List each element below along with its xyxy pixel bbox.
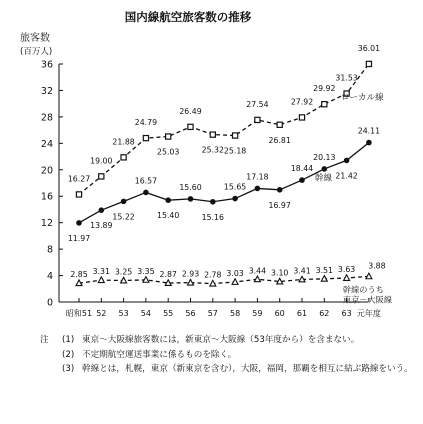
series-3 <box>70 261 385 286</box>
data-point <box>188 124 193 129</box>
y-tick-label: 28 <box>40 112 53 124</box>
data-label: 31.53 <box>335 73 358 83</box>
data-point <box>143 190 149 196</box>
x-tick-label: 60 <box>274 309 285 318</box>
data-label: 18.44 <box>290 164 314 174</box>
x-tick-label: 52 <box>96 309 107 318</box>
data-point <box>188 196 194 202</box>
y-axis-label: 旅客数 <box>20 33 50 44</box>
data-point <box>299 115 304 120</box>
x-tick-label: 昭和51 <box>65 309 93 318</box>
data-point <box>99 207 105 213</box>
data-point <box>143 277 149 283</box>
data-point <box>277 278 283 284</box>
x-tick-label: 56 <box>185 309 196 318</box>
series-name-label: 幹線 <box>314 173 333 184</box>
data-point <box>121 277 127 283</box>
data-point <box>210 199 216 205</box>
data-label: 3.63 <box>337 265 356 275</box>
data-label: 16.27 <box>67 174 91 184</box>
data-point <box>299 177 305 183</box>
data-label: 3.25 <box>114 267 133 277</box>
x-tick-label: 53 <box>118 309 129 318</box>
data-label: 3.10 <box>271 268 289 278</box>
y-tick-label: 0 <box>46 297 53 309</box>
data-point <box>121 199 127 205</box>
data-label: 2.78 <box>204 270 222 280</box>
x-tick-label: 54 <box>140 309 151 318</box>
data-label: 25.03 <box>157 147 180 157</box>
y-tick-label: 8 <box>46 244 53 256</box>
data-label: 17.18 <box>246 172 269 182</box>
data-label: 15.60 <box>179 182 202 192</box>
data-label: 21.42 <box>335 171 358 181</box>
data-point <box>322 166 328 172</box>
data-point <box>366 273 372 279</box>
data-label: 21.88 <box>112 137 135 147</box>
y-tick-label: 4 <box>46 271 53 283</box>
data-point <box>232 196 238 202</box>
y-tick-label: 20 <box>40 165 53 177</box>
data-label: 15.22 <box>112 212 135 222</box>
data-label: 15.65 <box>223 182 247 192</box>
x-tick-label: 61 <box>296 309 308 318</box>
data-point <box>76 280 82 286</box>
data-label: 15.16 <box>201 212 224 222</box>
data-label: 19.00 <box>90 156 113 166</box>
data-label: 3.35 <box>137 266 155 276</box>
data-point <box>299 276 305 282</box>
note-2 <box>40 348 418 363</box>
note-head: 注 <box>40 335 49 345</box>
data-point <box>344 275 350 281</box>
note-number: (3) <box>62 364 75 374</box>
data-label: 36.01 <box>357 43 381 53</box>
data-label: 16.97 <box>268 200 291 210</box>
data-label: 27.54 <box>246 99 269 109</box>
data-label: 2.85 <box>70 270 88 280</box>
y-tick-label: 36 <box>40 59 53 71</box>
data-label: 3.51 <box>315 265 333 275</box>
data-label: 27.92 <box>290 97 314 107</box>
x-tick-label: 58 <box>230 309 241 318</box>
x-tick-label: 57 <box>207 309 218 318</box>
y-tick-label: 16 <box>40 191 53 203</box>
y-axis-unit: (百万人) <box>20 47 53 57</box>
data-point <box>277 122 282 127</box>
series-name-label: ローカル線 <box>340 92 384 103</box>
y-tick-label: 32 <box>40 85 53 97</box>
series-1 <box>68 44 380 197</box>
y-tick-label: 12 <box>40 218 53 230</box>
data-label: 15.40 <box>157 211 180 221</box>
data-point <box>255 117 260 122</box>
data-point <box>99 174 104 179</box>
chart-title: 国内線航空旅客数の推移 <box>124 10 252 24</box>
data-label: 2.87 <box>159 270 177 280</box>
note-number: (1) <box>62 335 75 345</box>
note-1 <box>40 333 418 348</box>
notes <box>40 333 418 377</box>
data-point <box>344 158 350 164</box>
data-label: 24.79 <box>134 118 158 128</box>
data-label: 3.41 <box>293 266 311 276</box>
data-label: 16.57 <box>134 176 158 186</box>
data-point <box>165 197 171 203</box>
note-text: 幹線とは，札幌，東京（新東京を含む），大阪，福岡，那覇を相互に結ぶ路線をいう。 <box>82 364 413 374</box>
data-point <box>210 132 215 137</box>
x-tick-label: 55 <box>163 309 174 318</box>
data-point <box>322 102 327 107</box>
data-label: 3.31 <box>92 267 110 277</box>
data-point <box>121 155 126 160</box>
data-label: 29.92 <box>313 84 336 94</box>
x-tick-label: 元年度 <box>356 309 381 318</box>
series-name-label: 幹線のうち <box>342 284 384 295</box>
series-layer <box>68 44 386 286</box>
data-point <box>366 61 371 66</box>
note-3 <box>40 362 418 377</box>
series-name-label: 東京－大阪線 <box>342 294 393 305</box>
x-tick-label: 63 <box>341 309 352 318</box>
data-point <box>254 276 260 282</box>
data-point <box>76 220 82 226</box>
data-label: 2.93 <box>181 269 200 279</box>
data-label: 13.89 <box>90 221 113 231</box>
note-text: 東京～大阪線旅客数には，新東京～大阪線（53年度から）を含まない。 <box>82 335 360 345</box>
data-point <box>166 134 171 139</box>
data-point <box>321 276 327 282</box>
data-point <box>210 280 216 286</box>
data-point <box>143 136 148 141</box>
data-label: 3.03 <box>226 268 244 278</box>
data-point <box>232 279 238 285</box>
data-label: 25.32 <box>201 145 224 155</box>
data-point <box>165 280 171 286</box>
data-label: 25.18 <box>223 146 247 156</box>
data-label: 24.11 <box>357 126 381 136</box>
data-label: 26.81 <box>268 135 291 145</box>
note-number: (2) <box>62 349 75 360</box>
data-point <box>188 279 194 285</box>
data-point <box>76 192 81 197</box>
data-label: 11.97 <box>67 233 91 243</box>
y-tick-label: 24 <box>40 138 53 150</box>
x-tick-label: 59 <box>252 309 263 318</box>
x-tick-label: 62 <box>319 309 330 318</box>
data-point <box>255 186 261 192</box>
data-label: 26.49 <box>179 106 202 116</box>
data-label: 20.13 <box>313 152 336 162</box>
data-label: 3.44 <box>248 266 267 276</box>
note-text: 不定期航空運送事業に係るものを除く。 <box>82 349 237 360</box>
data-point <box>277 187 283 193</box>
data-label: 3.88 <box>368 261 386 271</box>
data-point <box>366 140 372 146</box>
data-point <box>233 133 238 138</box>
data-point <box>98 277 104 283</box>
